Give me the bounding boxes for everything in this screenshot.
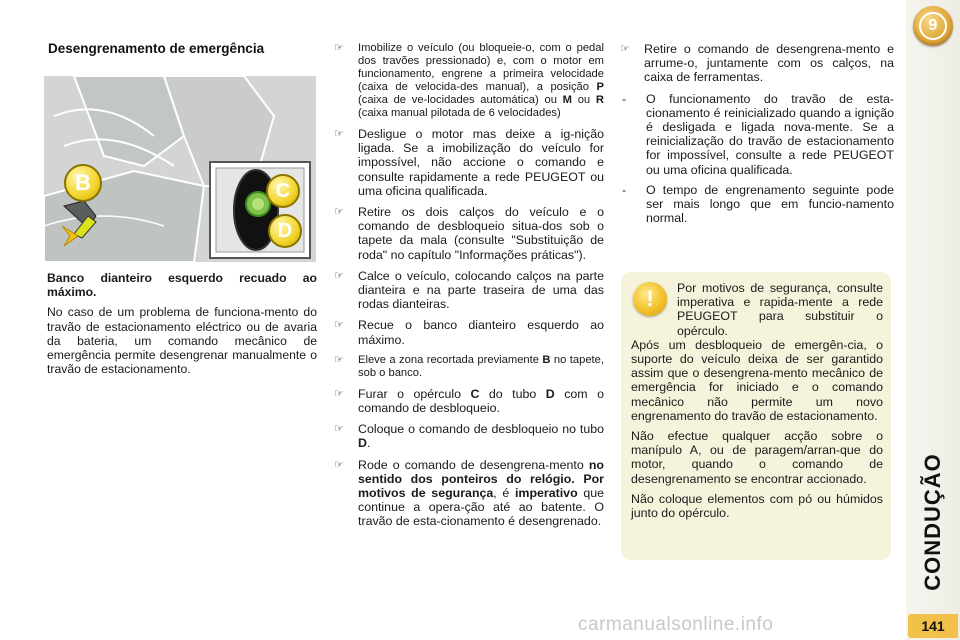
step-item <box>334 458 604 529</box>
warning-paragraph: Não efectue qualquer acção sobre o manípulo A, ou de paragem/arran-que do motor, quando o comando de desengrenamento se encontrar accionado. <box>631 429 883 486</box>
warning-icon: ! <box>633 282 667 316</box>
step-item <box>334 205 604 262</box>
step-item <box>334 354 604 380</box>
pointer-icon: ☞ <box>334 206 344 219</box>
watermark: carmanualsonline.info <box>578 614 774 635</box>
step-text: ou <box>571 94 596 106</box>
chapter-title: CONDUÇÃO <box>920 453 945 591</box>
pointer-icon: ☞ <box>334 128 344 140</box>
warning-box <box>621 272 891 560</box>
step-bold: B <box>542 353 551 366</box>
step-text: (caixa de ve-locidades automática) ou <box>358 94 563 106</box>
chapter-number: 9 <box>919 12 947 40</box>
step-item <box>334 387 604 415</box>
step-item <box>334 42 604 120</box>
intro-paragraph: No caso de um problema de funciona-mento do travão de estacionamento eléctrico ou de avaria da bateria, um comando mecânico de emergência permite desengrenar manualmente o travão de estacionamento. <box>47 305 317 377</box>
note-item <box>620 183 894 226</box>
label-b-icon <box>64 164 102 202</box>
step-bold: P <box>596 81 604 93</box>
step-bold: R <box>595 94 604 106</box>
note-text: O funcionamento do travão de esta-cionamento é reinicializado quando a ignição é desligada e ligada nova-mente. Se a reinicialização do travão de estacionamento for impossível, consulte a rede PEUGEOT ou uma oficina qualificada. <box>646 91 894 177</box>
pointer-icon: ☞ <box>334 42 344 54</box>
warning-paragraph: Após um desbloqueio de emergên-cia, o suporte do veículo deixa de ser garantido assim que o desengrena-mento mecânico de emergência for iniciado e o comando mecânico não permite um novo engrenamento do travão de estacionamento. <box>631 337 883 423</box>
pointer-icon: ☞ <box>334 319 344 332</box>
chapter-badge <box>913 6 953 46</box>
step-bold: M <box>562 94 572 106</box>
dash-marker: - <box>622 182 627 197</box>
step-item <box>334 318 604 346</box>
pointer-icon: ☞ <box>334 423 344 436</box>
notes-column <box>620 42 894 231</box>
step-item <box>334 422 604 450</box>
section-title: Desengrenamento de emergência <box>48 41 265 56</box>
step-item <box>620 42 894 85</box>
step-text: . <box>366 436 371 451</box>
pointer-icon: ☞ <box>334 458 344 471</box>
step-text: Imobilize o veículo (ou bloqueie-o, com o pedal dos travões pressionado) e, com o motor em funcionamento, engrene a primeira velocidade (caixa de velocida-des manual), a posição <box>358 42 604 93</box>
step-text: Furar o opérculo <box>358 386 471 401</box>
intro-column <box>47 271 317 376</box>
note-item <box>620 92 894 177</box>
step-item <box>334 127 604 198</box>
step-text: no tapete, sob o banco. <box>358 353 604 379</box>
step-bold: D <box>358 436 367 451</box>
note-text: O tempo de engrenamento seguinte pode ser mais longo que em funcio-namento normal. <box>646 182 894 226</box>
step-text: Retire os dois calços do veículo e o comando de desbloqueio situa-dos sob o tapete da mala (consulte "Substituição de roda" no capítulo "Informações práticas"). <box>358 205 604 262</box>
step-text: que continue a opera-ção até ao batente. O travão de esta-cionamento é desengrenado. <box>358 486 605 529</box>
warning-text <box>631 281 883 526</box>
step-bold: D <box>545 386 555 401</box>
step-text: Desligue o motor mas deixe a ig-nição ligada. Se a imobilização do veículo for impossível, não accione o comando e consulte rapidamente a rede PEUGEOT ou uma oficina qualificada. <box>358 127 604 198</box>
step-item <box>334 269 604 312</box>
step-text: Rode o comando de desengrena-mento <box>358 457 589 472</box>
step-text: Calce o veículo, colocando calços na parte dianteira e na parte traseira de uma das rodas dianteiras. <box>358 268 604 312</box>
label-d-icon <box>268 214 302 248</box>
warning-paragraph: Não coloque elementos com pó ou húmidos junto do opérculo. <box>631 491 883 521</box>
pointer-icon: ☞ <box>334 353 344 366</box>
pointer-icon: ☞ <box>334 269 344 282</box>
pointer-icon: ☞ <box>334 387 344 400</box>
label-d: D <box>277 220 293 242</box>
step-text: Recue o banco dianteiro esquerdo ao máximo. <box>358 318 604 347</box>
step-text: Coloque o comando de desbloqueio no tubo <box>358 422 604 437</box>
step-text: Retire o comando de desengrena-mento e arrume-o, juntamente com os calços, na caixa de ferramentas. <box>644 42 894 85</box>
step-text: , é <box>493 486 515 501</box>
label-c: C <box>275 180 291 202</box>
step-bold: C <box>470 386 480 401</box>
pointer-icon: ☞ <box>620 43 630 55</box>
dash-marker: - <box>622 91 627 106</box>
label-c-icon <box>266 174 300 208</box>
step-text: com o comando de desbloqueio. <box>358 386 604 416</box>
illustration-emergency-release <box>44 76 316 262</box>
label-b: B <box>75 170 91 195</box>
step-bold: no sentido dos ponteiros do relógio. Por motivos de segurança <box>358 457 604 501</box>
step-text: do tubo <box>479 386 546 401</box>
intro-subhead: Banco dianteiro esquerdo recuado ao máximo. <box>47 271 317 300</box>
step-bold: imperativo <box>514 486 578 501</box>
steps-column <box>334 42 604 536</box>
warning-paragraph: Por motivos de segurança, consulte imperativa e rapida-mente a rede PEUGEOT para substituir o opérculo. <box>677 281 883 338</box>
step-text: (caixa manual pilotada de 6 velocidades) <box>358 107 561 119</box>
page-number: 141 <box>908 614 958 638</box>
step-text: Eleve a zona recortada previamente <box>358 353 543 366</box>
